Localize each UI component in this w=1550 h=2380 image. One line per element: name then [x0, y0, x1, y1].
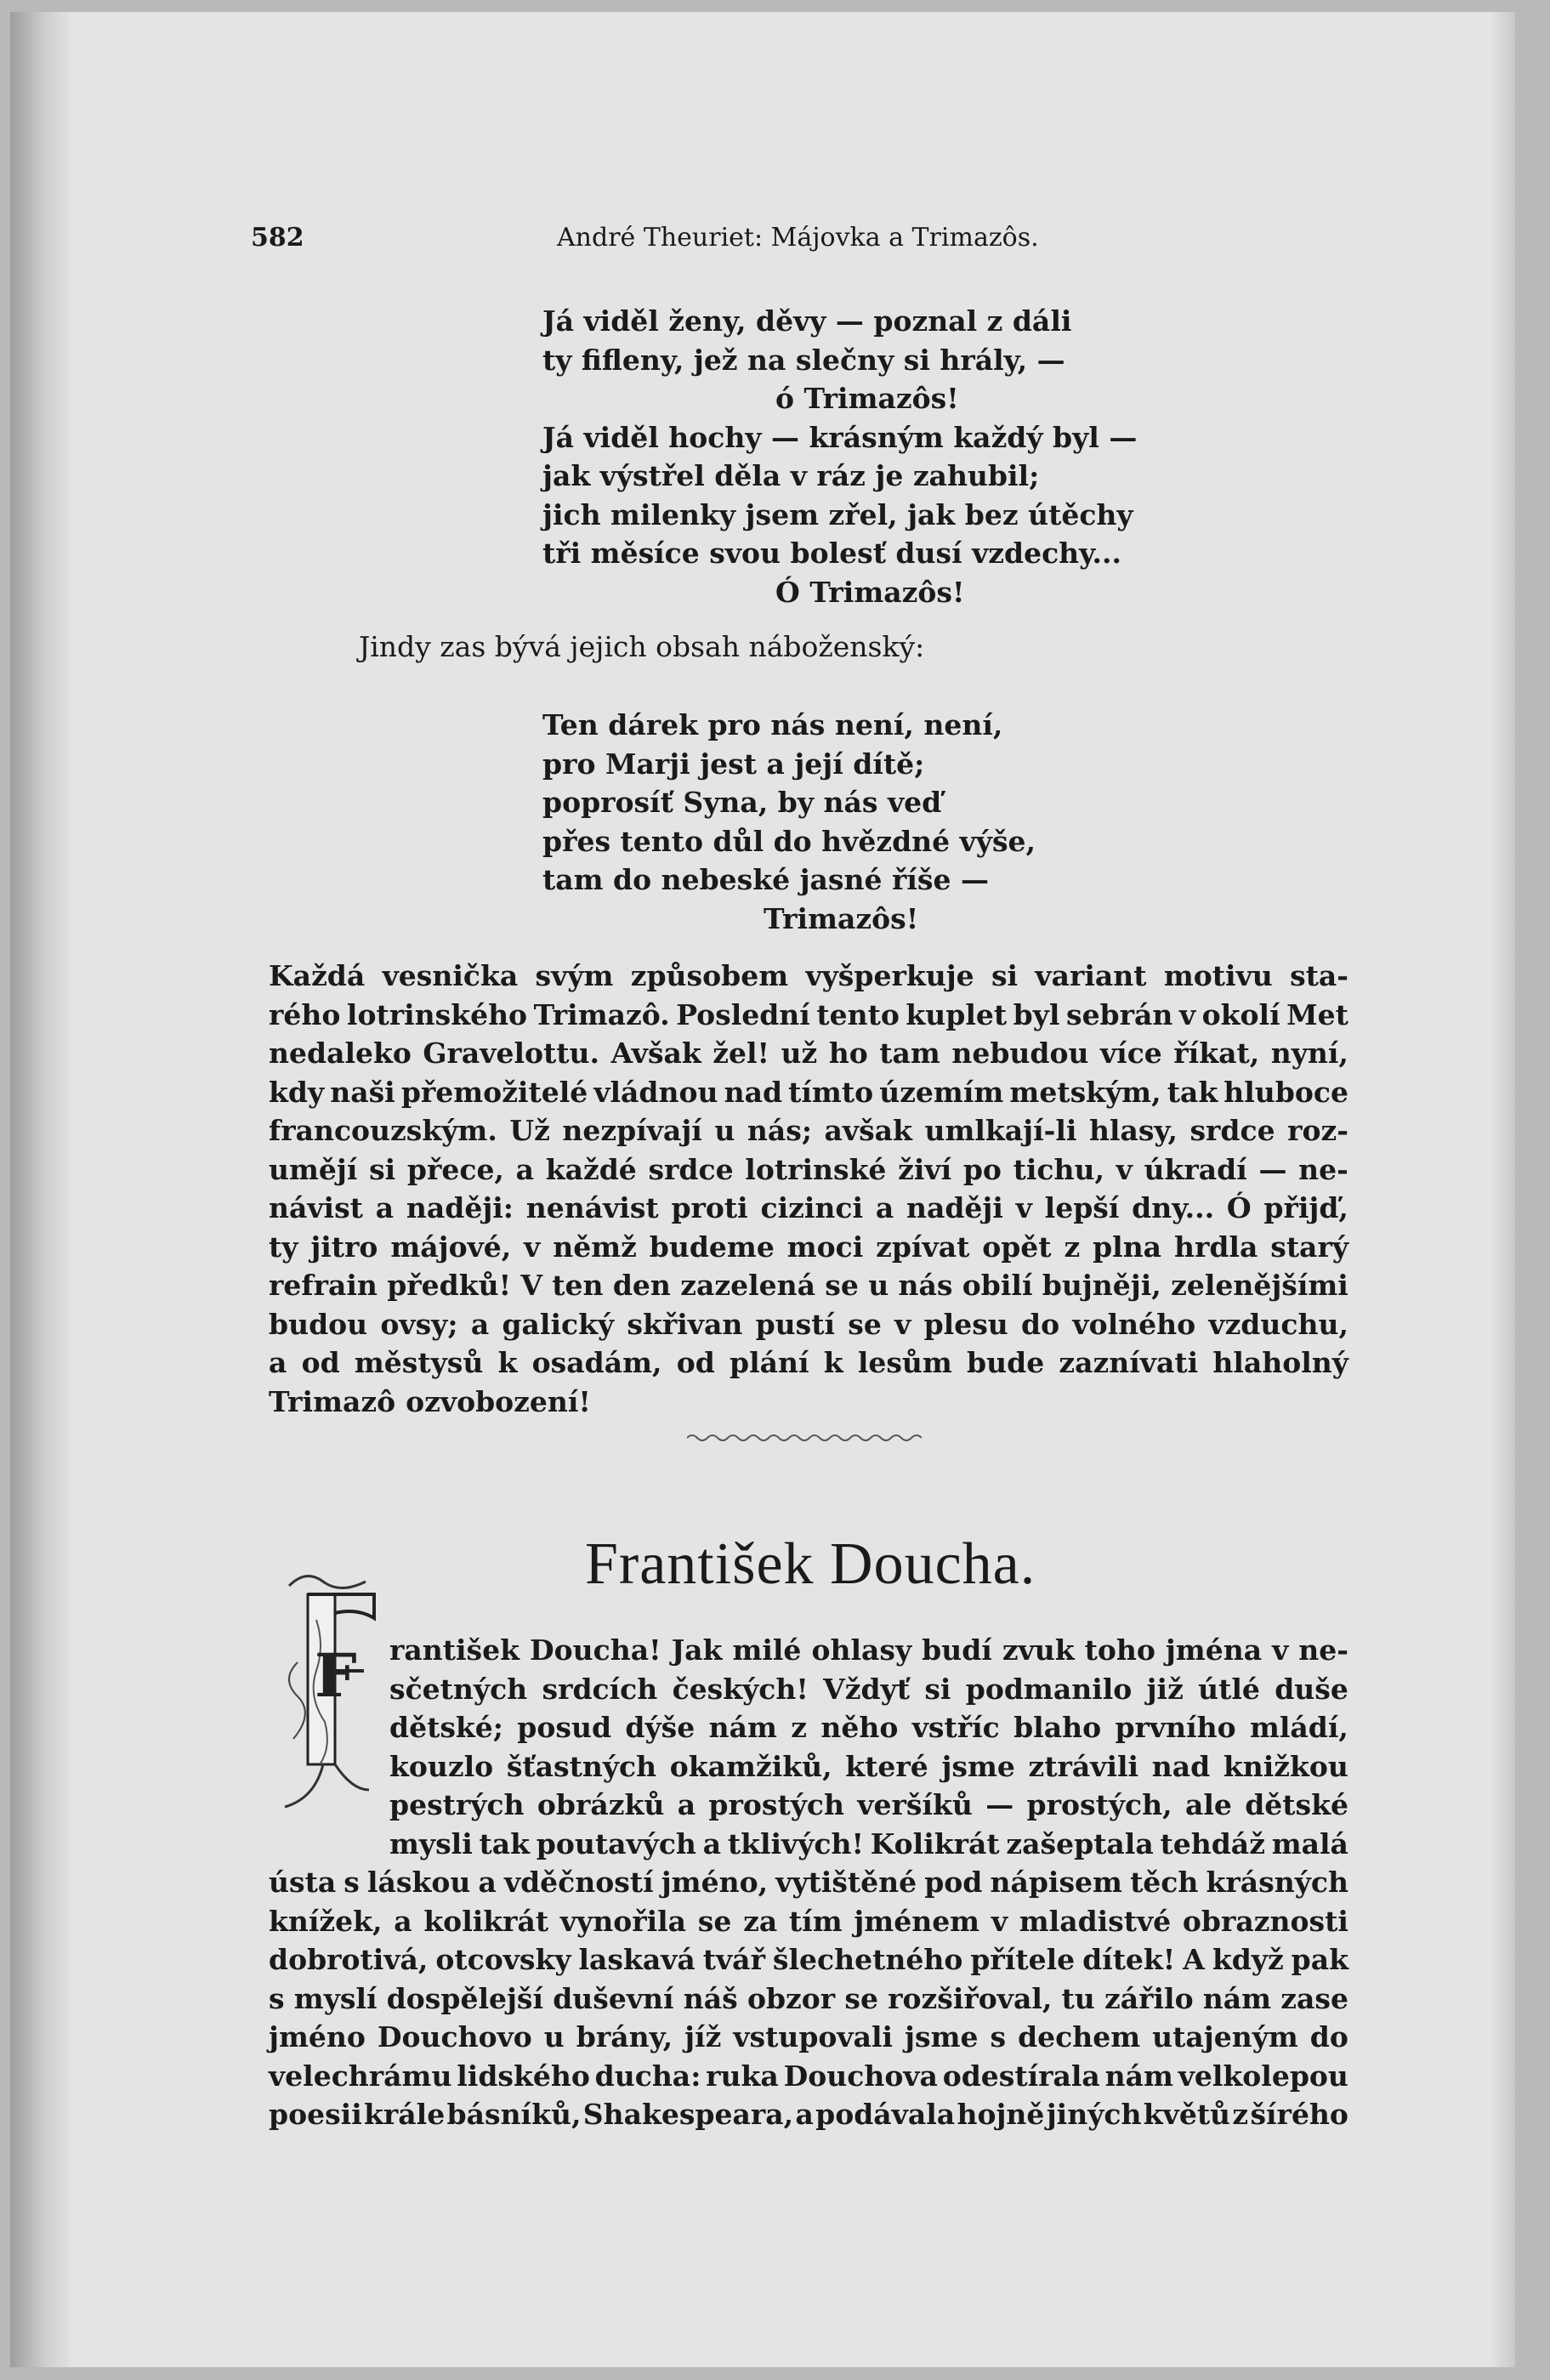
- verse-line: Já viděl hochy — krásným každý byl —: [542, 420, 1138, 454]
- text-line: Trimazô ozvobození!: [269, 1384, 591, 1418]
- body-paragraph-1: [269, 957, 1348, 1421]
- text-line: ty jitro májové, v němž budeme moci zpívat opět z plna hrdla starý: [269, 1230, 1348, 1264]
- verse-refrain: ó Trimazôs!: [775, 382, 959, 415]
- text-line: s myslí dospělejší duševní náš obzor se rozšiřoval, tu zářilo nám zase: [269, 1981, 1348, 2015]
- verse-line: jak výstřel děla v ráz je zahubil;: [542, 459, 1040, 492]
- text-line: sčetných srdcích českých! Vždyť si podmanilo již útlé duše: [389, 1672, 1348, 1706]
- text-line: poesii krále básníků, Shakespeara, a podávala hojně jiných květů z šírého: [269, 2098, 1348, 2131]
- text-line: umějí si přece, a každé srdce lotrinské živí po tichu, v úkradí — ne-: [269, 1152, 1348, 1186]
- intro-line: Jindy zas bývá jejich obsah náboženský:: [359, 630, 925, 663]
- text-line: a od městysů k osadám, od plání k lesům bude zaznívati hlaholný: [269, 1346, 1348, 1379]
- text-line: návist a naději: nenávist proti cizinci a naději v lepší dny... Ó přijď,: [269, 1191, 1348, 1224]
- text-line: Každá vesnička svým způsobem vyšperkuje si variant motivu sta-: [269, 959, 1348, 992]
- poem-stanza-1: [542, 302, 1189, 611]
- verse-line: tam do nebeské jasné říše —: [542, 863, 989, 896]
- verse-line: tři měsíce svou bolesť dusí vzdechy...: [542, 537, 1122, 570]
- verse-line: poprosíť Syna, by nás veď: [542, 786, 942, 819]
- text-line: rého lotrinského Trimazô. Poslední tento kuplet byl sebrán v okolí Met: [269, 997, 1348, 1031]
- text-line: refrain předků! V ten den zazelená se u nás obilí bujněji, zelenějšími: [269, 1269, 1348, 1302]
- verse-refrain: Trimazôs!: [764, 901, 919, 935]
- page-header: [251, 223, 1348, 257]
- text-line: nedaleko Gravelottu. Avšak žel! už ho tam nebudou více říkat, nyní,: [269, 1037, 1348, 1070]
- decorated-initial-f: [272, 1569, 383, 1824]
- text-line: francouzským. Už nezpívají u nás; avšak umlkají-li hlasy, srdce roz-: [269, 1114, 1348, 1147]
- verse-line: Ten dárek pro nás není, není,: [542, 708, 1003, 741]
- body-paragraph-2: [269, 1863, 1348, 2134]
- text-line: dětské; posud dýše nám z něho vstříc blaho prvního mládí,: [389, 1711, 1348, 1744]
- text-line: rantišek Doucha! Jak milé ohlasy budí zvuk toho jména v ne-: [389, 1633, 1348, 1667]
- text-line: jméno Douchovo u brány, jíž vstupovali jsme s dechem utajeným do: [269, 2020, 1348, 2053]
- verse-line: Já viděl ženy, děvy — poznal z dáli: [542, 304, 1072, 338]
- verse-line: pro Marji jest a její dítě;: [542, 747, 925, 781]
- text-line: knížek, a kolikrát vynořila se za tím jménem v mladistvé obraznosti: [269, 1904, 1348, 1938]
- section-title: František Doucha.: [585, 1531, 1036, 1597]
- page-edge-shadow: [1490, 12, 1515, 2367]
- drop-cap-letter: F: [315, 1640, 357, 1711]
- poem-stanza-2: [542, 706, 1189, 938]
- text-line: budou ovsy; a galický skřivan pustí se v plesu do volného vzduchu,: [269, 1307, 1348, 1341]
- text-line: kdy naši přemožitelé vládnou nad tímto územím metským, tak hluboce: [269, 1075, 1348, 1109]
- text-line: ústa s láskou a vděčností jméno, vytištěné pod nápisem těch krásných: [269, 1866, 1348, 1899]
- body-paragraph-2-indented: [389, 1631, 1348, 1863]
- verse-line: ty fifleny, jež na slečny si hrály, —: [542, 343, 1065, 377]
- verse-refrain: Ó Trimazôs!: [775, 575, 965, 609]
- text-line: dobrotivá, otcovsky laskavá tvář šlechetného přítele dítek! A když pak: [269, 1943, 1348, 1976]
- verse-line: jich milenky jsem zřel, jak bez útěchy: [542, 497, 1133, 531]
- text-line: kouzlo šťastných okamžiků, které jsme ztrávili nad knižkou: [389, 1749, 1348, 1783]
- text-line: mysli tak poutavých a tklivých! Kolikrát zašeptala tehdáž malá: [389, 1826, 1348, 1860]
- page-binding-shadow: [10, 12, 70, 2367]
- ornamental-divider: [687, 1432, 922, 1444]
- text-line: velechrámu lidského ducha: ruka Douchova odestírala nám velkolepou: [269, 2059, 1348, 2093]
- running-title: André Theuriet: Májovka a Trimazôs.: [557, 223, 1039, 253]
- verse-line: přes tento důl do hvězdné výše,: [542, 824, 1036, 858]
- text-line: pestrých obrázků a prostých veršíků — prostých, ale dětské: [389, 1788, 1348, 1821]
- page-number: 582: [251, 223, 304, 253]
